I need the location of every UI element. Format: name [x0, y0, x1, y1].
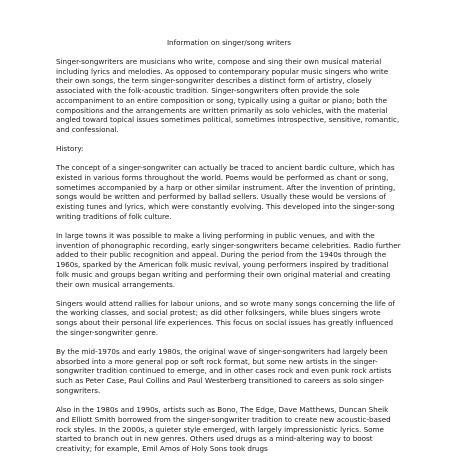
body-paragraph: Singers would attend rallies for labour unions, and so wrote many songs concerning the life of the working classes, and social protest; as did other folksingers, while blues singers wrote songs about their personal life experiences. This focus on social issues has greatly influenced the singer-songwriter genre.: [56, 298, 396, 337]
body-paragraph: By the mid-1970s and early 1980s, the original wave of singer-songwriters had largely been absorbed into a more general pop or soft rock format, but some new artists in the singer-songwriter tradition continued to emerge, and in other cases rock and even punk rock artists such as Peter Case, Paul Collins and Paul Westerberg transitioned to careers as solo singer-songwriters.: [56, 347, 392, 395]
body-paragraph: In large towns it was possible to make a living performing in public venues, and with the invention of phonographic recording, early singer-songwriters became celebrities. Radio further added to their public recognition and appeal. During the period from the 1940s through the 1960s, sparked by the American folk music revival, young performers inspired by traditional folk music and groups began writing and performing their own original material and creating their own musical arrangements.: [56, 231, 401, 289]
document-title: Information on singer/song writers: [166, 38, 292, 47]
history-heading: History:: [56, 144, 84, 154]
body-paragraph: Also in the 1980s and 1990s, artists such as Bono, The Edge, Dave Matthews, Duncan Sheik and Elliott Smith borrowed from the singer-songwriter tradition to create new acoustic-based rock styles. In the 2000s, a quieter style emerged, with largely impressionistic lyrics. Some started to branch out in new genres. Others used drugs as a mind-altering way to boost creativity; for example, Emil Amos of Holy Sons took drugs: [56, 405, 391, 453]
intro-paragraph: Singer-songwriters are musicians who write, compose and sing their own musical material including lyrics and melodies. As opposed to contemporary popular music singers who write their own songs, the term singer-songwriter describes a distinct form of artistry, closely associated with the folk-acoustic tradition. Singer-songwriters often provide the sole accompaniment to an entire composition or song, typically using a guitar or piano; both the compositions and the arrangements are written primarily as solo vehicles, with the material angled toward topical issues sometimes political, sometimes introspective, sensitive, romantic, and confessional.: [56, 57, 400, 134]
document-page: [56, 38, 402, 463]
body-paragraph: The concept of a singer-songwriter can actually be traced to ancient bardic culture, which has existed in various forms throughout the world. Poems would be performed as chant or song, sometimes accompanied by a harp or other similar instrument. After the invention of printing, songs would be written and performed by ballad sellers. Usually these would be versions of existing tunes and lyrics, which were constantly evolving. This developed into the singer-song writing traditions of folk culture.: [56, 163, 396, 221]
